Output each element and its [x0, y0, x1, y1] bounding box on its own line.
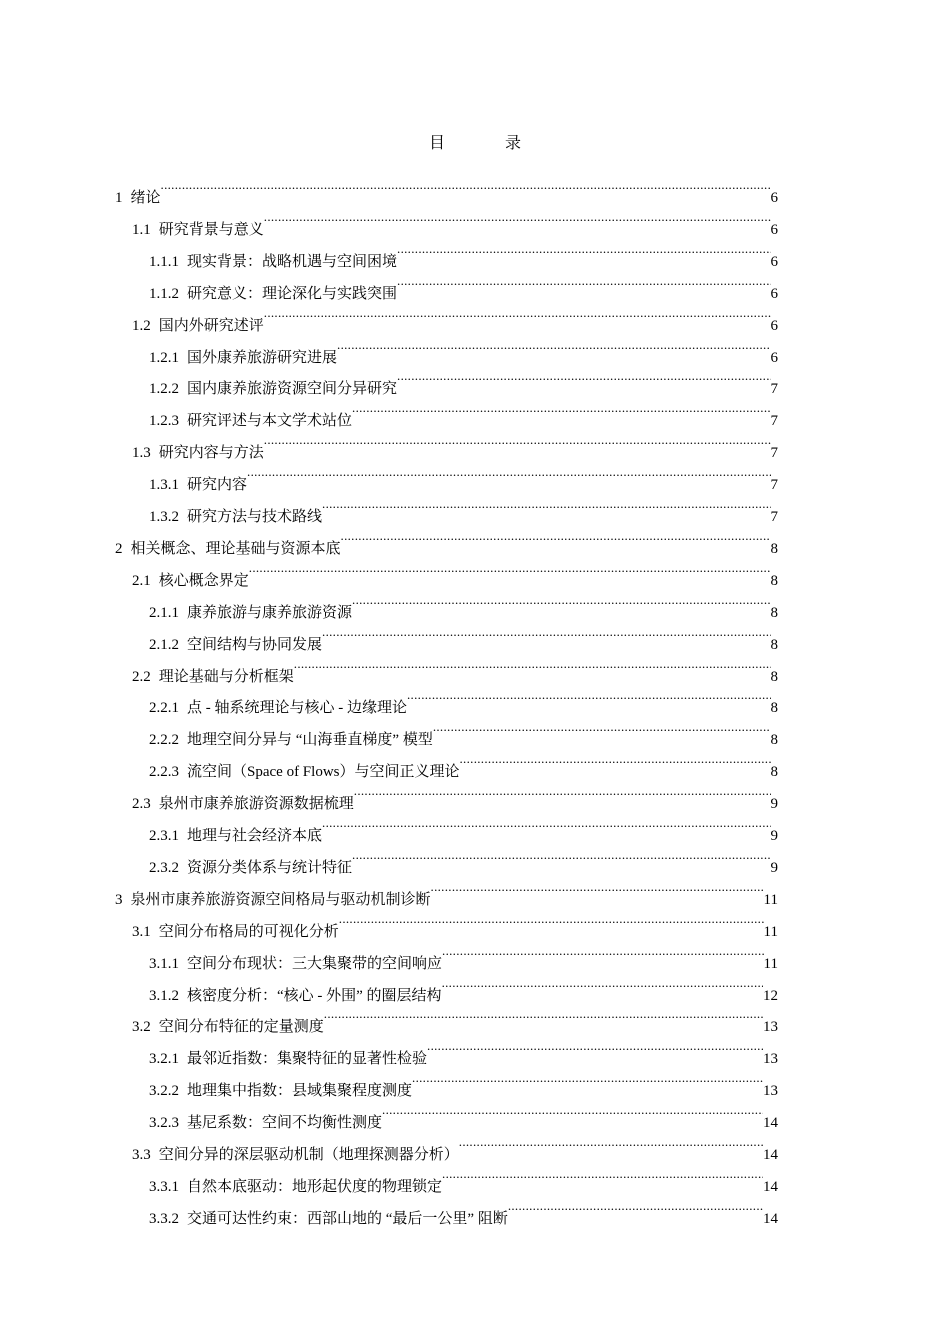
toc-entry-title: 研究内容与方法 [158, 445, 264, 462]
toc-entry-title: 空间结构与协同发展 [187, 636, 323, 653]
toc-entry[interactable] [149, 401, 778, 430]
toc-entry-page-number: 6 [770, 317, 778, 334]
toc-entry-title: 理论基础与分析框架 [158, 668, 294, 685]
toc-dot-leader [352, 848, 770, 872]
toc-dot-leader [397, 274, 770, 298]
toc-entry[interactable] [149, 465, 778, 494]
toc-entry-number: 1.3.1 [149, 477, 179, 494]
toc-entry-title: 现实背景：战略机遇与空间困境 [187, 253, 398, 270]
toc-entry[interactable] [132, 561, 778, 589]
toc-entry[interactable] [149, 1167, 778, 1195]
toc-entry-number: 3.2.3 [149, 1115, 179, 1132]
toc-entry-title: 康养旅游与康养旅游资源 [187, 604, 353, 621]
toc-entry[interactable] [149, 274, 778, 302]
toc-entry-page-number: 14 [763, 1178, 778, 1195]
toc-dot-leader [412, 1071, 763, 1095]
toc-entry-page-number: 14 [763, 1115, 778, 1132]
toc-entry-page-number: 7 [770, 413, 778, 430]
toc-entry-title: 空间分异的深层驱动机制（地理探测器分析） [158, 1147, 459, 1163]
toc-entry-title: 研究意义：理论深化与实践突围 [187, 285, 398, 302]
toc-entry-number: 3.3.1 [149, 1178, 179, 1195]
toc-entry-number: 1.2.1 [149, 349, 179, 366]
toc-dot-leader [249, 561, 771, 585]
toc-dot-leader [294, 657, 771, 681]
toc-entry-title: 流空间（Space of Flows）与空间正义理论 [187, 764, 460, 781]
toc-entry-page-number: 6 [770, 190, 778, 206]
toc-entry-page-number: 7 [770, 509, 778, 525]
toc-entry-number: 3.3.2 [149, 1210, 179, 1227]
toc-dot-leader [337, 338, 770, 362]
toc-entry-title: 国内康养旅游资源空间分异研究 [187, 381, 398, 398]
toc-entry-number: 1.2.3 [149, 413, 179, 430]
toc-dot-leader [264, 433, 771, 457]
toc-entry-title: 泉州市康养旅游资源空间格局与驱动机制诊断 [130, 891, 431, 908]
toc-entry[interactable] [149, 625, 778, 653]
toc-dot-leader [352, 593, 770, 617]
toc-entry[interactable] [132, 784, 778, 813]
toc-entry-page-number: 11 [763, 955, 778, 972]
toc-entry-page-number: 9 [770, 859, 778, 876]
toc-dot-leader [341, 529, 771, 553]
toc-entry[interactable] [149, 976, 778, 1004]
toc-dot-leader [397, 242, 770, 266]
toc-entry-title: 空间分布特征的定量测度 [158, 1019, 324, 1036]
toc-entry-number: 2.1.1 [149, 604, 179, 621]
toc-entry[interactable] [132, 210, 778, 238]
toc-entry[interactable] [149, 1071, 778, 1100]
toc-entry-title: 地理集中指数：县域集聚程度测度 [187, 1083, 413, 1100]
toc-entry-title: 点 - 轴系统理论与核心 - 边缘理论 [187, 700, 407, 717]
toc-entry-number: 2.1.2 [149, 636, 179, 653]
toc-entry-page-number: 11 [763, 923, 778, 940]
toc-entry-number: 2.3.1 [149, 828, 179, 844]
toc-dot-leader [322, 625, 770, 649]
toc-entry-title: 地理空间分异与 “山海垂直梯度” 模型 [187, 732, 433, 749]
toc-entry[interactable] [115, 178, 778, 206]
toc-entry-number: 2.2.2 [149, 732, 179, 749]
toc-entry-title: 核心概念界定 [158, 572, 249, 589]
toc-dot-leader [339, 912, 764, 936]
toc-dot-leader [459, 1135, 763, 1159]
toc-entry-number: 1.2 [132, 317, 151, 334]
toc-entry-title: 空间分布格局的可视化分析 [158, 923, 339, 940]
toc-dot-leader [427, 1039, 763, 1063]
toc-dot-leader [407, 688, 771, 712]
toc-entry-number: 2.2.1 [149, 700, 179, 717]
toc-entry-title: 交通可达性约束：西部山地的 “最后一公里” 阻断 [187, 1210, 508, 1227]
toc-entry-number: 3.2.1 [149, 1051, 179, 1068]
toc-dot-leader [322, 816, 770, 840]
toc-dot-leader [431, 880, 764, 904]
toc-dot-leader [460, 752, 771, 776]
toc-dot-leader [354, 784, 771, 808]
toc-entry-page-number: 13 [763, 1051, 778, 1068]
toc-entry-title: 研究方法与技术路线 [187, 509, 323, 525]
toc-entry-number: 2.1 [132, 572, 151, 589]
toc-entry-page-number: 8 [770, 572, 778, 589]
toc-entry-page-number: 14 [763, 1147, 778, 1163]
toc-entry-number: 1 [115, 190, 123, 206]
toc-entry-title: 资源分类体系与统计特征 [187, 859, 353, 876]
toc-entry-page-number: 7 [770, 445, 778, 462]
toc-entry[interactable] [149, 338, 778, 366]
toc-entry-page-number: 6 [770, 221, 778, 238]
toc-entry[interactable] [149, 816, 778, 844]
toc-entry-number: 1.1.1 [149, 253, 179, 270]
toc-title: 目 录 [428, 135, 549, 152]
toc-dot-leader [264, 210, 771, 234]
toc-entry-title: 泉州市康养旅游资源数据梳理 [158, 796, 354, 813]
toc-entry[interactable] [132, 433, 778, 462]
toc-dot-leader [442, 976, 763, 1000]
toc-entry-page-number: 8 [770, 540, 778, 557]
toc-entry-title: 国外康养旅游研究进展 [187, 349, 338, 366]
toc-entry[interactable] [115, 529, 778, 557]
toc-entry-page-number: 6 [770, 253, 778, 270]
toc-entry-title: 空间分布现状：三大集聚带的空间响应 [187, 955, 443, 972]
toc-entry-title: 相关概念、理论基础与资源本底 [130, 540, 341, 557]
toc-entry-title: 基尼系数：空间不均衡性测度 [187, 1115, 383, 1132]
toc-entry[interactable] [132, 1135, 778, 1163]
toc-entry-number: 3.1.1 [149, 955, 179, 972]
toc-entry-page-number: 13 [763, 1083, 778, 1100]
toc-entry-page-number: 12 [763, 987, 778, 1004]
toc-entry[interactable] [132, 1007, 778, 1036]
toc-dot-leader [264, 306, 771, 330]
toc-dot-leader [324, 1007, 763, 1031]
toc-entry[interactable] [149, 1199, 778, 1227]
toc-entry-number: 1.1 [132, 221, 151, 238]
toc-dot-leader [322, 497, 770, 521]
toc-entry[interactable] [132, 306, 778, 334]
toc-dot-leader [442, 944, 764, 968]
toc-dot-leader [247, 465, 770, 489]
toc-dot-leader [442, 1167, 763, 1191]
toc-entry[interactable] [149, 944, 778, 972]
toc-entry-page-number: 7 [770, 477, 778, 494]
toc-entry-number: 3.2 [132, 1019, 151, 1036]
toc-entry[interactable] [149, 752, 778, 781]
toc-entry-page-number: 8 [770, 700, 778, 717]
toc-entry-title: 核密度分析：“核心 - 外围” 的圈层结构 [187, 987, 442, 1004]
toc-entry-number: 3.1.2 [149, 987, 179, 1004]
toc-entry-number: 3.2.2 [149, 1083, 179, 1100]
toc-dot-leader [397, 369, 770, 393]
toc-entry[interactable] [132, 912, 778, 940]
toc-entry[interactable] [115, 880, 778, 908]
toc-entry[interactable] [149, 369, 778, 398]
toc-entry-title: 地理与社会经济本底 [187, 828, 323, 844]
toc-entry-title: 研究内容 [187, 477, 248, 494]
toc-entry-page-number: 8 [770, 604, 778, 621]
toc-dot-leader [382, 1103, 763, 1127]
toc-entry-title: 自然本底驱动：地形起伏度的物理锁定 [187, 1178, 443, 1195]
toc-entry-number: 3 [115, 891, 123, 908]
toc-entry-page-number: 9 [770, 796, 778, 813]
toc-entry-number: 2 [115, 540, 123, 557]
toc-dot-leader [433, 720, 771, 744]
toc-entry-page-number: 7 [770, 381, 778, 398]
toc-entry-page-number: 8 [770, 668, 778, 685]
toc-entry-page-number: 8 [770, 636, 778, 653]
toc-dot-leader [508, 1199, 763, 1223]
toc-entry-number: 1.2.2 [149, 381, 179, 398]
toc-entry[interactable] [149, 242, 778, 270]
toc-entry-title: 最邻近指数：集聚特征的显著性检验 [187, 1051, 428, 1068]
toc-entry-page-number: 13 [763, 1019, 778, 1036]
toc-entry[interactable] [132, 657, 778, 685]
toc-entry-number: 1.3.2 [149, 509, 179, 525]
toc-dot-leader [352, 401, 770, 425]
toc-entry-page-number: 9 [770, 828, 778, 844]
toc-entry-title: 研究背景与意义 [158, 221, 264, 238]
toc-entry-number: 2.2.3 [149, 764, 179, 781]
toc-entry-number: 2.3 [132, 796, 151, 813]
toc-entry-page-number: 6 [770, 349, 778, 366]
toc-entry-number: 2.3.2 [149, 859, 179, 876]
toc-entry[interactable] [149, 497, 778, 525]
toc-entry-title: 国内外研究述评 [158, 317, 264, 334]
toc-entry[interactable] [149, 1039, 778, 1068]
toc-entry-page-number: 6 [770, 285, 778, 302]
toc-entry-number: 1.3 [132, 445, 151, 462]
toc-entry[interactable] [149, 593, 778, 621]
toc-entry[interactable] [149, 720, 778, 749]
toc-entry-title: 研究评述与本文学术站位 [187, 413, 353, 430]
toc-entry-number: 3.1 [132, 923, 151, 940]
toc-entry-page-number: 11 [763, 891, 778, 908]
toc-entry-page-number: 8 [770, 732, 778, 749]
toc-entry-title: 绪论 [130, 190, 161, 206]
toc-entry-number: 3.3 [132, 1147, 151, 1163]
toc-entry[interactable] [149, 1103, 778, 1132]
toc-entry-page-number: 8 [770, 764, 778, 781]
toc-entry-number: 2.2 [132, 668, 151, 685]
toc-entry-number: 1.1.2 [149, 285, 179, 302]
toc-dot-leader [161, 178, 771, 202]
toc-entry[interactable] [149, 848, 778, 876]
toc-entry-page-number: 14 [763, 1210, 778, 1227]
toc-entry[interactable] [149, 688, 778, 717]
